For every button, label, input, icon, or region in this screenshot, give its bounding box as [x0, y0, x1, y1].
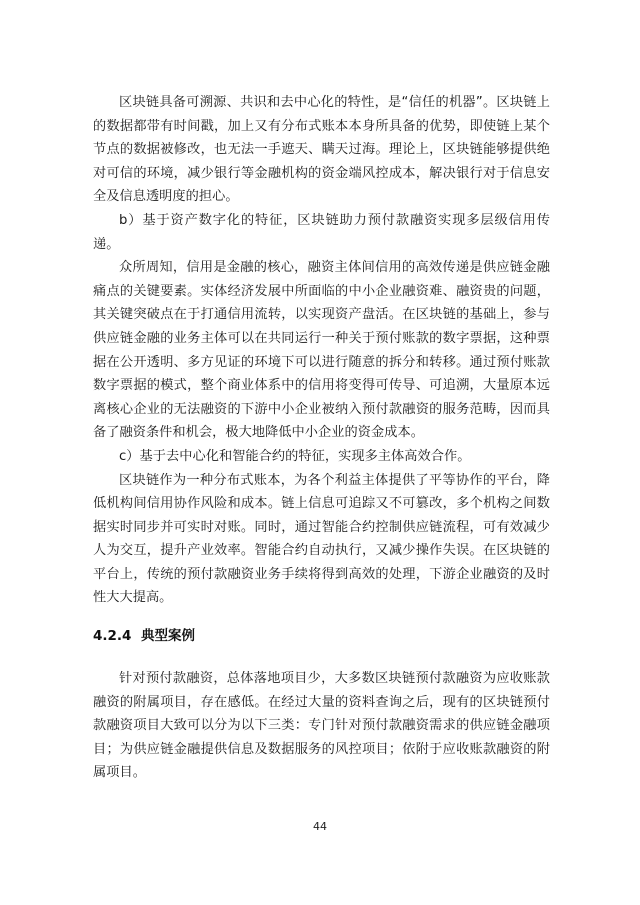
paragraph: 区块链具备可溯源、共识和去中心化的特性，是“信任的机器”。区块链上的数据都带有时间戳，加上又有分布式账本本身所具备的优势，即使链上某个节点的数据被修改，也无法一手遮天、瞒天过海。理论上，区块链能够提供绝对可信的环境，减少银行等金融机构的资金端风控成本，解决银行对于信息安全及信息透明度的担心。 — [93, 95, 550, 205]
section-number: 4.2.4 — [93, 628, 132, 645]
paragraph: 针对预付款融资，总体落地项目少，大多数区块链预付款融资为应收账款融资的附属项目，存在感低。在经过大量的资料查询之后，现有的区块链预付款融资项目大致可以分为以下三类：专门针对预付款融资需求的供应链金融项目；为供应链金融提供信息及数据服务的风控项目；依附于应收账款融资的附属项目。 — [93, 671, 550, 781]
spacer — [93, 648, 550, 667]
list-item-b: b）基于资产数字化的特征，区块链助力预付款融资实现多层级信用传递。 — [93, 212, 550, 252]
page-content — [93, 91, 550, 785]
list-item-c: c）基于去中心化和智能合约的特征，实现多主体高效合作。 — [119, 448, 471, 464]
page-number: 44 — [313, 820, 327, 833]
section-title: 典型案例 — [141, 628, 195, 645]
section-heading — [93, 624, 550, 648]
paragraph: 众所周知，信用是金融的核心，融资主体间信用的高效传递是供应链金融痛点的关键要素。实体经济发展中所面临的中小企业融资难、融资贵的问题，其关键突破点在于打通信用流转，以实现资产盘活。在区块链的基础上，参与供应链金融的业务主体可以在共同运行一种关于预付账款的数字票据，这种票据在公开透明、多方见证的环境下可以进行随意的拆分和转移。通过预付账款数字票据的模式，整个商业体系中的信用将变得可传导、可追溯，大量原本远离核心企业的无法融资的下游中小企业被纳入预付款融资的服务范畴，因而具备了融资条件和机会，极大地降低中小企业的资金成本。 — [93, 260, 550, 441]
paragraph: 区块链作为一种分布式账本，为各个利益主体提供了平等协作的平台，降低机构间信用协作风险和成本。链上信息可追踪又不可篡改，多个机构之间数据实时同步并可实时对账。同时，通过智能合约控制供应链流程，可有效减少人为交互，提升产业效率。智能合约自动执行，又减少操作失误。在区块链的平台上，传统的预付款融资业务手续将得到高效的处理，下游企业融资的及时性大大提高。 — [93, 472, 550, 606]
spacer — [93, 610, 550, 624]
